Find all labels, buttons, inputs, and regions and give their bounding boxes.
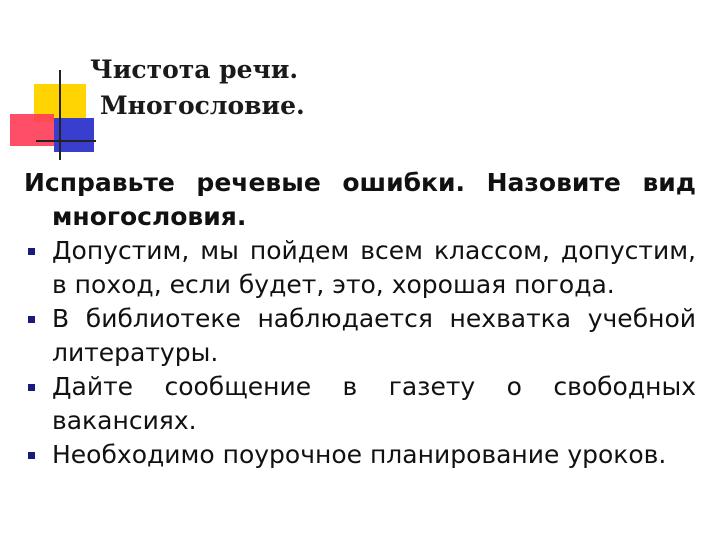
list-item-text: Допустим, мы пойдем всем классом, допустим, в поход, если будет, это, хорошая погода. <box>52 236 696 299</box>
title-line-2: Многословие. <box>100 91 305 120</box>
list-item <box>24 438 696 472</box>
list-item-text: Дайте сообщение в газету о свободных вакансиях. <box>52 372 696 435</box>
list-item <box>24 234 696 302</box>
horizontal-line <box>36 140 96 142</box>
slide-title <box>90 52 305 124</box>
list-item <box>24 370 696 438</box>
bullet-icon <box>28 248 35 255</box>
bullet-icon <box>28 384 35 391</box>
bullet-icon <box>28 452 35 459</box>
vertical-line <box>59 70 61 160</box>
title-line-1: Чистота речи. <box>90 55 299 84</box>
list-item <box>24 302 696 370</box>
list-item-text: Необходимо поурочное планирование уроков. <box>52 440 667 469</box>
task-instruction: Исправьте речевые ошибки. Назовите вид многословия. <box>24 168 696 231</box>
slide-content <box>24 166 696 472</box>
list-item-text: В библиотеке наблюдается нехватка учебной литературы. <box>52 304 696 367</box>
bullet-icon <box>28 316 35 323</box>
decorative-squares-graphic <box>0 0 100 170</box>
